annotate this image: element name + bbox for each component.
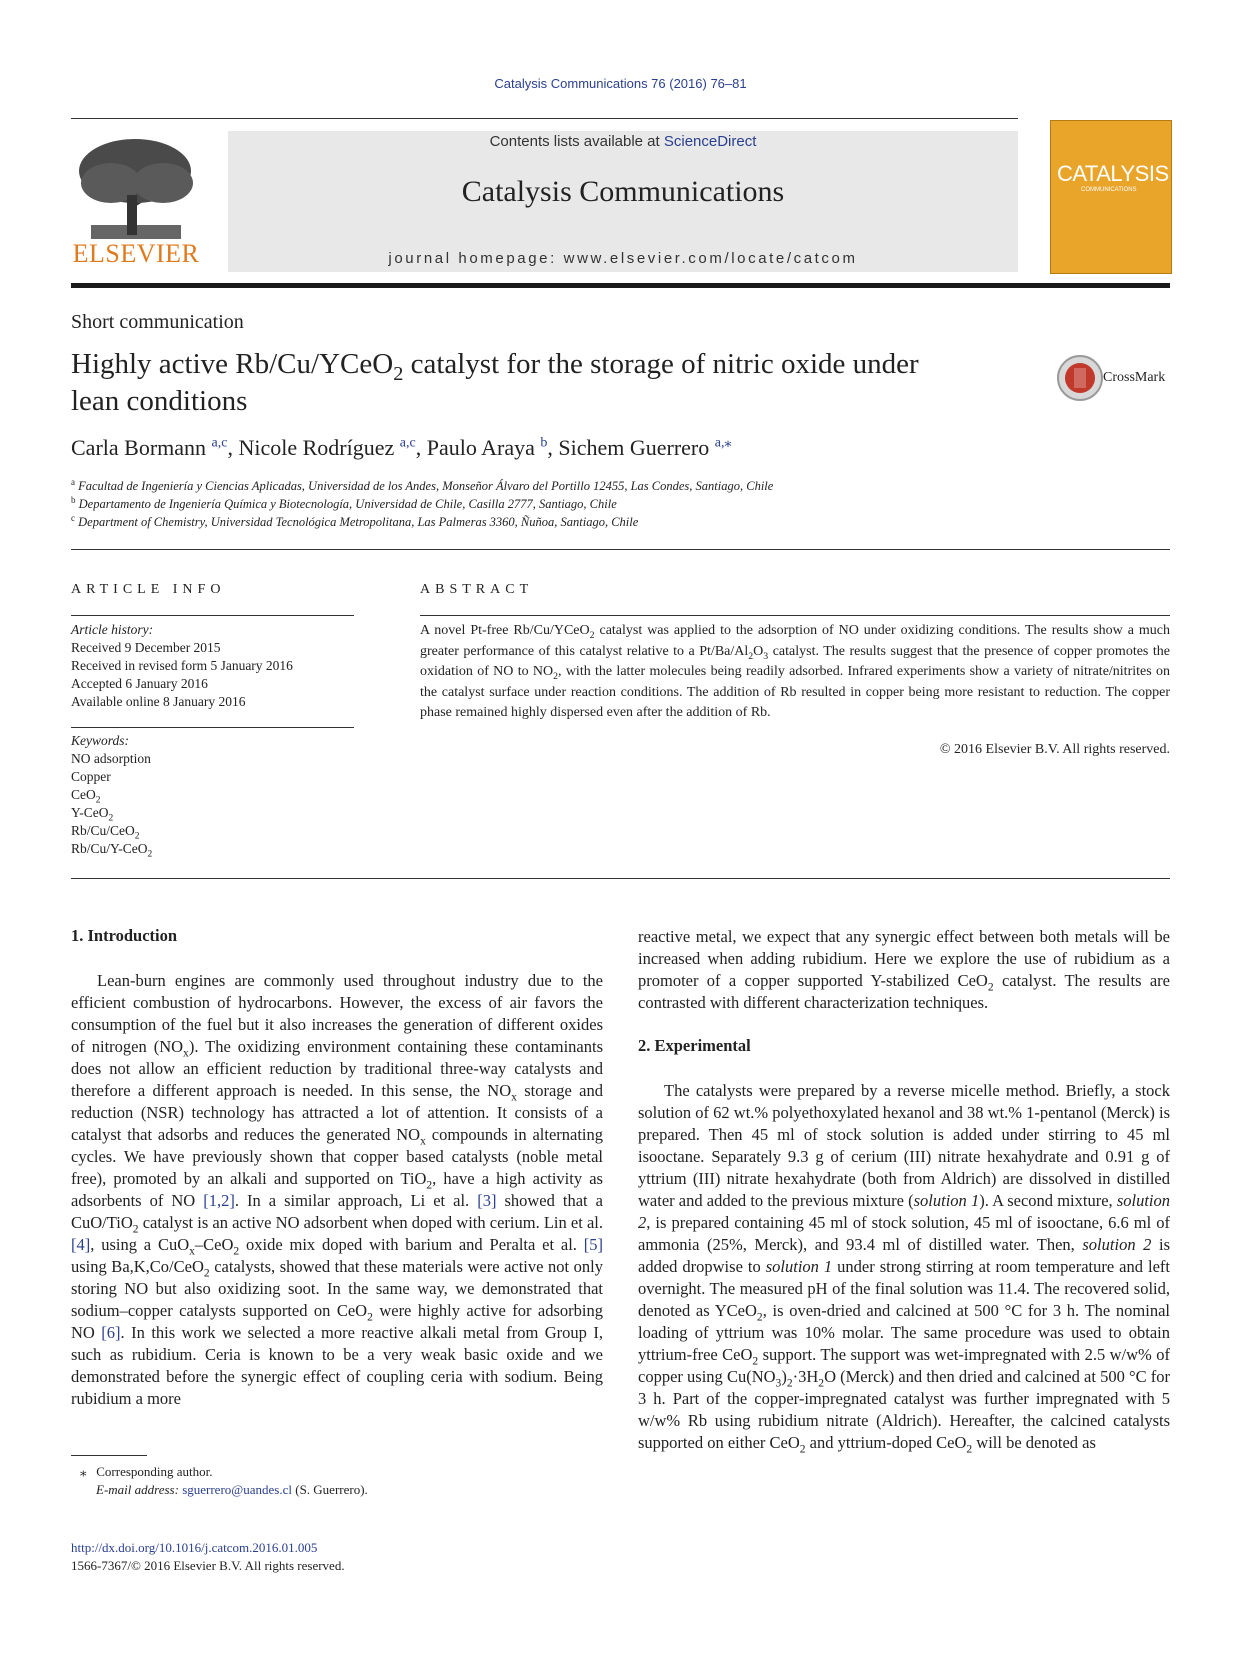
history-label: Article history: [71, 622, 154, 637]
doi-link[interactable]: http://dx.doi.org/10.1016/j.catcom.2016.01.005 [71, 1540, 318, 1555]
article-history [71, 621, 361, 711]
journal-cover[interactable] [1050, 120, 1172, 274]
article-info-caption: ARTICLE INFO [71, 582, 226, 597]
history-item: Accepted 6 January 2016 [71, 676, 208, 691]
journal-homepage[interactable]: journal homepage: www.elsevier.com/locate/catcom [388, 250, 858, 267]
crossmark-label[interactable]: CrossMark [1103, 370, 1166, 385]
abstract-copyright: © 2016 Elsevier B.V. All rights reserved. [939, 742, 1170, 757]
article-title: Highly active Rb/Cu/YCeO$_2$ catalyst for the storage of nitric oxide under lean conditions [71, 348, 919, 417]
sciencedirect-link[interactable]: ScienceDirect [663, 133, 757, 150]
keyword: Y-CeO$_2$ [71, 805, 114, 824]
journal-citation[interactable]: Catalysis Communications 76 (2016) 76–81 [494, 76, 747, 91]
email-link[interactable]: sguerrero@uandes.cl [182, 1482, 292, 1497]
author[interactable]: Carla Bormann $^{a,c}$ [71, 435, 228, 460]
section-rule [71, 549, 1170, 550]
elsevier-wordmark: ELSEVIER [72, 239, 200, 268]
ref-link[interactable]: [1,2] [203, 1191, 235, 1210]
keyword: Rb/Cu/Y-CeO$_2$ [71, 841, 153, 860]
section-rule [71, 878, 1170, 879]
history-item: Available online 8 January 2016 [71, 694, 246, 709]
intro-continuation: reactive metal, we expect that any synergic effect between both metals will be increased when adding rubidium. Here we explore the use of rubidium as a promoter of a copper supported Y-stabilized CeO$_2$ catalyst. The results are contrasted with different characterization techniques. [638, 927, 1170, 1012]
intro-paragraph: Lean-burn engines are commonly used throughout industry due to the efficient combustion of hydrocarbons. However, the excess of air favors the consumption of the fuel but it also increases the generation of different oxides of nitrogen $(NO_x)$. The oxidizing environment containing these contaminants does not allow an efficient reduction by traditional three-way catalysts and therefore a different approach is needed. In this sense, the $NO_x$ storage and reduction (NSR) technology has attracted a lot of attention. It consists of a catalyst that adsorbs and reduces the generated $NO_x$ compounds in alternating cycles. We have previously shown that copper based catalysts (noble metal free), promoted by an alkali and supported on TiO$_2$, have a high activity as adsorbents of NO [1,2]. In a similar approach, Li et al. [3] showed that a CuO/TiO$_2$ catalyst is an active NO adsorbent when doped with cerium. Lin et al. [4], using a CuO$_x$–CeO$_2$ oxide mix doped with barium and Peralta et al. [5] using Ba,K,Co/CeO$_2$ catalysts, showed that these materials were active not only storing NO but also oxidizing soot. In the same way, we demonstrated that sodium–copper catalysts supported on CeO$_2$ were highly active for adsorbing NO [6]. In this work we selected a more reactive alkali metal from Group I, such as rubidium. Ceria is known to be a very weak basic oxide and we demonstrated before the synergic effect of coupling ceria with sodium. Being rubidium a more [71, 971, 604, 1408]
keyword: Rb/Cu/CeO$_2$ [71, 823, 140, 842]
keywords-rule [71, 727, 354, 728]
abstract-caption: ABSTRACT [420, 582, 534, 597]
header-thick-rule [71, 283, 1170, 288]
footnote-rule [71, 1455, 147, 1456]
contents-line [228, 133, 1018, 150]
keywords [71, 732, 361, 858]
doi-block [71, 1539, 345, 1575]
experimental-paragraph: The catalysts were prepared by a reverse micelle method. Briefly, a stock solution of 62 wt.% polyethoxylated hexanol and 38 wt.% 1-pentanol (Merck) is prepared. Then 45 ml of stock solution is added under stirring to 45 ml isooctane. Separately 9.3 g of cerium (III) nitrate hexahydrate and 0.91 g of yttrium (III) nitrate hexahydrate (both from Aldrich) are dissolved in distilled water and added to the previous mixture (solution 1). A second mixture, solution 2, is prepared containing 45 ml of stock solution, 45 ml of isooctane, 6.6 ml of ammonia (25%, Merck), and 93.4 ml of distilled water. Then, solution 2 is added dropwise to solution 1 under strong stirring at room temperature and left overnight. The measured pH of the final solution was 11.4. The recovered solid, denoted as YCeO$_2$, is oven-dried and calcined at 500 °C for 3 h. The nominal loading of yttrium was 10% molar. The same procedure was used to obtain yttrium-free CeO$_2$ support. The support was wet-impregnated with 2.5 w/w% of copper using $Cu(NO_3)_2\cdot 3H_2O$ (Merck) and then dried and calcined at 500 °C for 3 h. Part of the copper-impregnated catalyst was further impregnated with 5 w/w% Rb using rubidium nitrate (Aldrich). Hereafter, the calcined catalysts supported on either CeO$_2$ and yttrium-doped CeO$_2$ will be denoted as [638, 1081, 1171, 1456]
affiliation: $^b$ Departamento de Ingeniería Química y Biotecnología, Universidad de Chile, Casilla 2777, Santiago, Chile [71, 494, 617, 511]
abstract-text: A novel Pt-free Rb/Cu/YCeO$_2$ catalyst was applied to the adsorption of NO under oxidizing conditions. The results show a much greater performance of this catalyst relative to a $Pt/Ba/Al_2O_3$ catalyst. The results suggest that the presence of copper promotes the oxidation of NO to $NO_2$, with the latter molecules being readily adsorbed. Infrared experiments show a variety of nitrate/nitrites on the catalyst surface under reaction conditions. The addition of Rb resulted in copper being more resistant to reduction. The copper phase remained highly dispersed even after the addition of Rb. [420, 623, 1171, 720]
author[interactable]: Paulo Araya $^b$ [426, 435, 548, 460]
author[interactable]: Nicole Rodríguez $^{a,c}$ [238, 435, 416, 460]
ref-link[interactable]: [3] [477, 1191, 497, 1210]
keyword: NO adsorption [71, 751, 151, 766]
ref-link[interactable]: [5] [583, 1235, 603, 1254]
keyword: CeO$_2$ [71, 787, 101, 806]
author[interactable]: Sichem Guerrero $^{a,⁎}$ [558, 435, 732, 460]
ref-link[interactable]: [6] [101, 1323, 121, 1342]
abstract-rule [420, 615, 1170, 616]
cover-title: CATALYSIS [1057, 161, 1169, 186]
journal-title: Catalysis Communications [461, 175, 785, 208]
crossmark-icon[interactable] [1056, 354, 1104, 402]
elsevier-logo[interactable] [71, 133, 201, 273]
header-rule [71, 118, 1018, 119]
intro-heading: 1. Introduction [71, 926, 178, 945]
issn-line: 1566-7367/© 2016 Elsevier B.V. All rights reserved. [71, 1558, 345, 1573]
cover-subtitle: COMMUNICATIONS [1081, 187, 1137, 193]
experimental-heading: 2. Experimental [638, 1036, 751, 1055]
keyword: Copper [71, 769, 111, 784]
history-item: Received in revised form 5 January 2016 [71, 658, 293, 673]
contents-prefix: Contents lists available at [489, 133, 664, 150]
author-list: Carla Bormann $^{a,c}$, Nicole Rodríguez $^{a,c}$, Paulo Araya $^b$, Sichem Guerrero $^{a,⁎}$ [71, 435, 732, 460]
footnote: ⁎ Corresponding author. E-mail address: sguerrero@uandes.cl (S. Guerrero). [80, 1464, 368, 1497]
history-item: Received 9 December 2015 [71, 640, 221, 655]
ref-link[interactable]: [4] [71, 1235, 91, 1254]
affiliation: $^a$ Facultad de Ingeniería y Ciencias Aplicadas, Universidad de los Andes, Monseñor Álvaro del Portillo 12455, Las Condes, Santiago, Chile [71, 476, 774, 493]
keywords-label: Keywords: [71, 733, 129, 748]
article-type: Short communication [71, 311, 244, 333]
affiliation: $^c$ Department of Chemistry, Universidad Tecnológica Metropolitana, Las Palmeras 3360, Ñuñoa, Santiago, Chile [71, 512, 639, 529]
article-info-rule [71, 615, 354, 616]
